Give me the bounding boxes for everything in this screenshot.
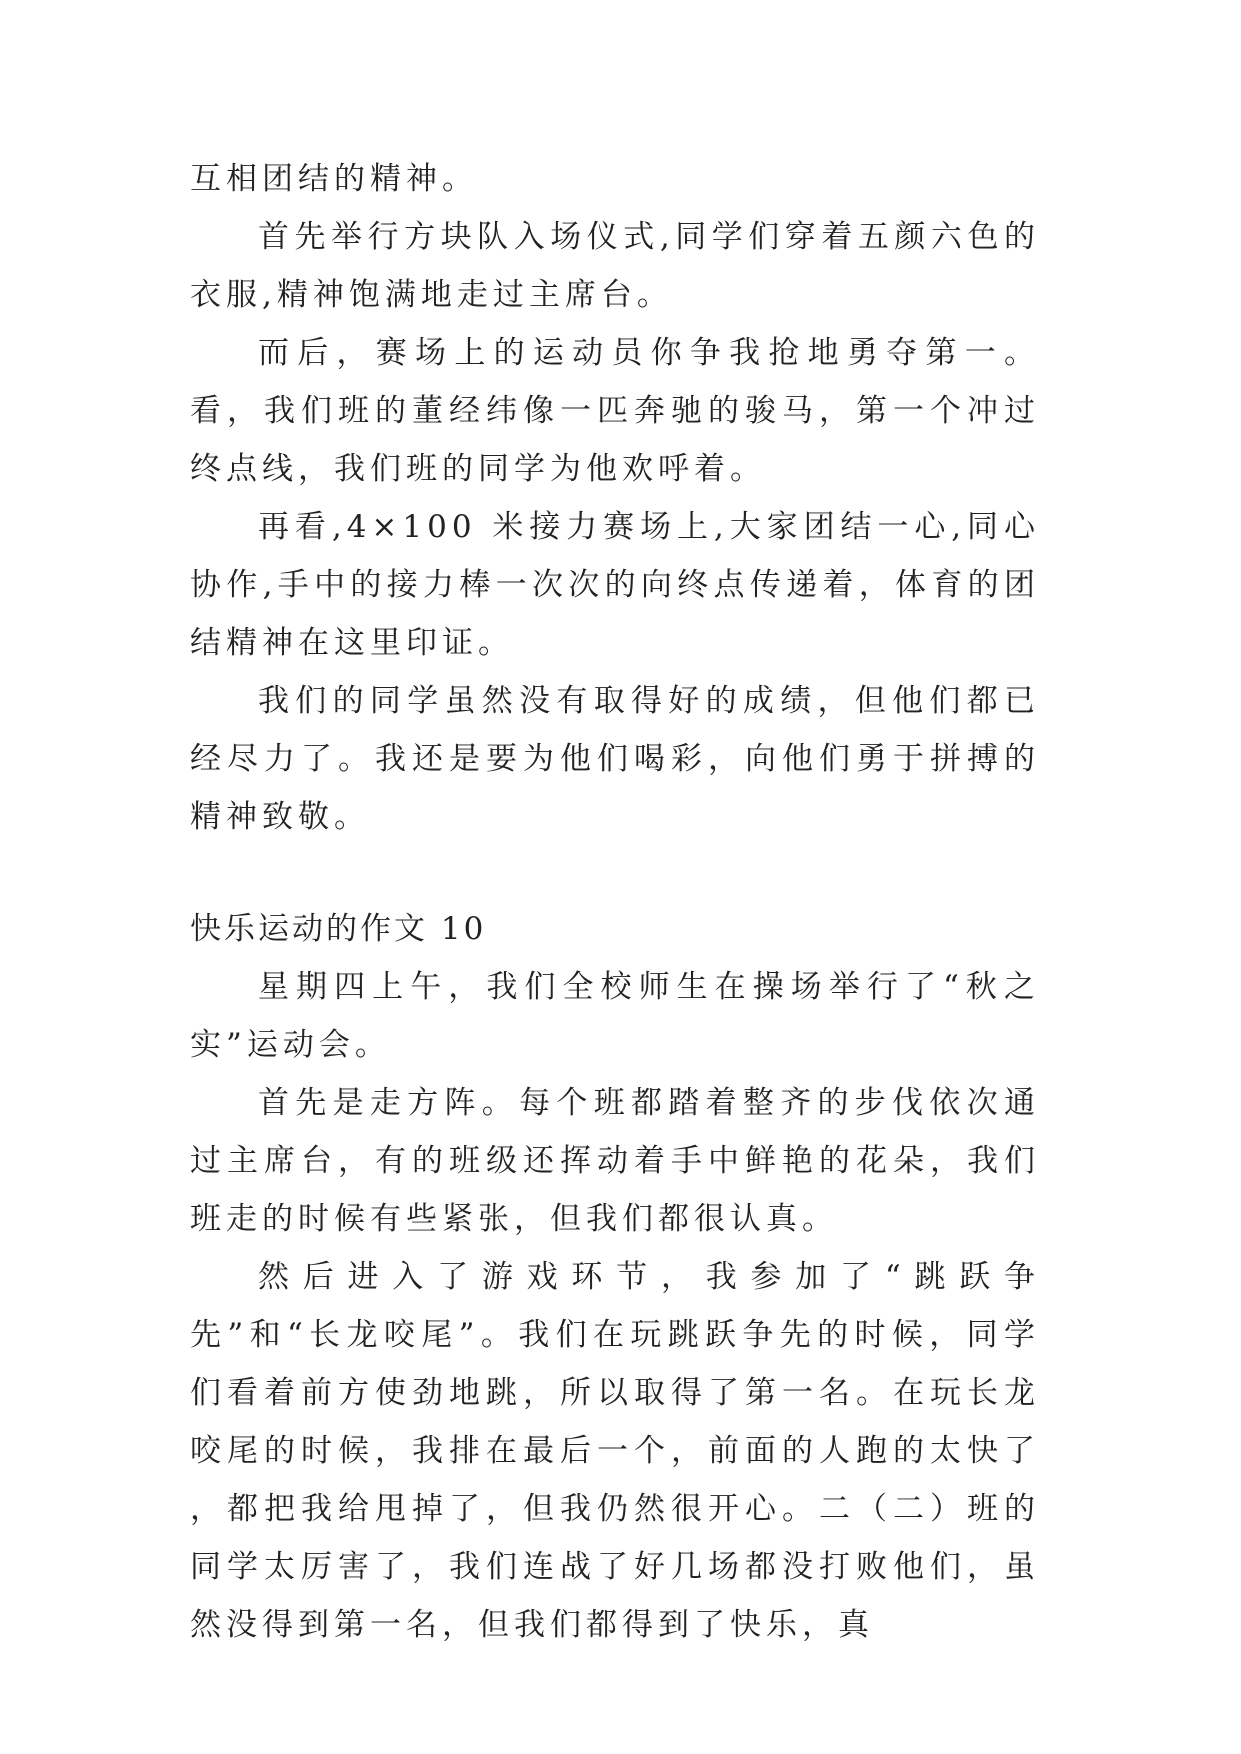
paragraph-games: 然后进入了游戏环节，我参加了“跳跃争先”和“长龙咬尾”。我们在玩跳跃争先的时候，同学们看着前方使劲地跳，所以取得了第一名。在玩长龙咬尾的时候，我排在最后一个，前面的人跑的太快了 ，都把我给甩掉了，但我仍然很开心。二（二）班的同学太厉害了，我们连战了好几场都没打败他们，虽然没得到第一名，但我们都得到了快乐，真 bbox=[190, 1259, 1040, 1643]
paragraph-race: 而后，赛场上的运动员你争我抢地勇夺第一。看，我们班的董经纬像一匹奔驰的骏马，第一个冲过终点线，我们班的同学为他欢呼着。 bbox=[190, 335, 1040, 487]
paragraph-intro: 星期四上午，我们全校师生在操场举行了“秋之实”运动会。 bbox=[190, 969, 1040, 1063]
document-body bbox=[190, 150, 1040, 1654]
paragraph-continuation: 互相团结的精神。 bbox=[190, 161, 478, 197]
paragraph-opening-ceremony: 首先举行方块队入场仪式,同学们穿着五颜六色的衣服,精神饱满地走过主席台。 bbox=[190, 219, 1040, 313]
paragraph-relay: 再看,4×100 米接力赛场上,大家团结一心,同心协作,手中的接力棒一次次的向终点传递着，体育的团结精神在这里印证。 bbox=[190, 509, 1040, 661]
paragraph-conclusion: 我们的同学虽然没有取得好的成绩，但他们都已经尽力了。我还是要为他们喝彩，向他们勇于拼搏的精神致敬。 bbox=[190, 683, 1040, 835]
essay-heading: 快乐运动的作文 10 bbox=[190, 911, 487, 947]
paragraph-march: 首先是走方阵。每个班都踏着整齐的步伐依次通过主席台，有的班级还挥动着手中鲜艳的花朵，我们班走的时候有些紧张，但我们都很认真。 bbox=[190, 1085, 1040, 1237]
